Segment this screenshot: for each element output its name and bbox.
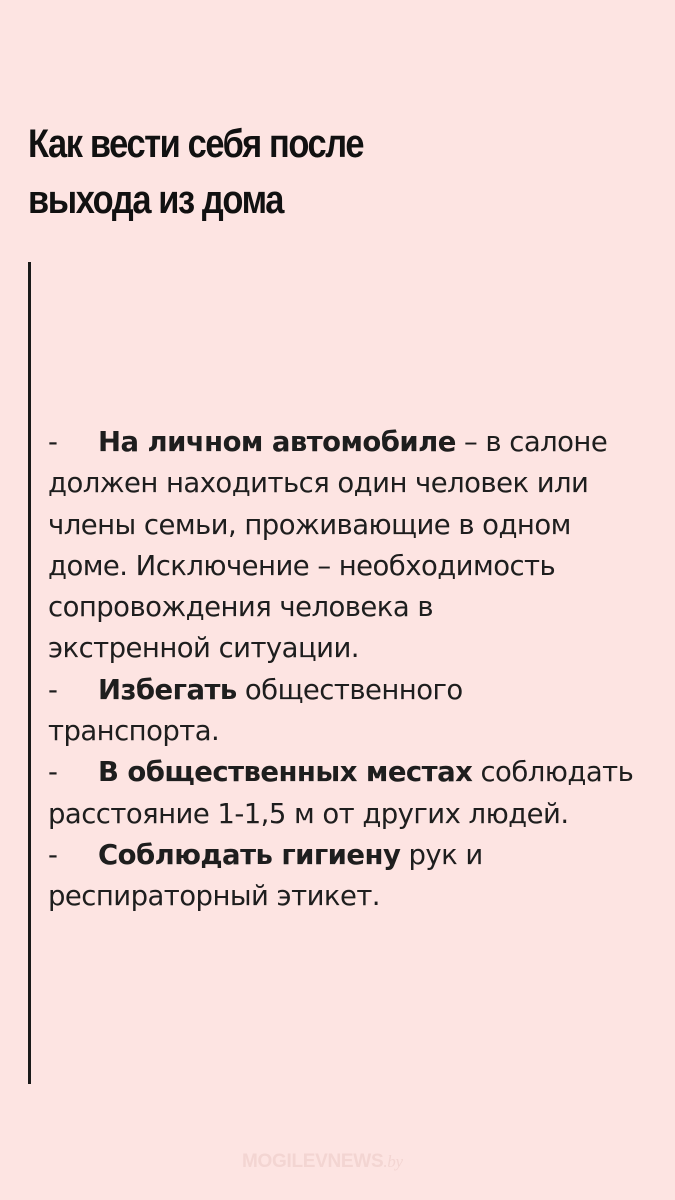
list-item-text: должен находиться один человек или [48, 467, 589, 500]
list-item-transport [48, 670, 653, 753]
list-item-heading: Избегать [98, 673, 237, 706]
list-item-car [48, 422, 653, 670]
list-item-text: общественного [236, 673, 463, 706]
list-item-text: транспорта. [48, 715, 220, 748]
list-item-heading: В общественных местах [98, 756, 473, 789]
list-item-first-line [48, 670, 653, 711]
list-item-text: сопровождения человека в [48, 591, 433, 624]
title-line-1: Как вести себя после [28, 122, 364, 166]
list-item-text: расстояние 1-1,5 м от других людей. [48, 797, 569, 830]
list-item-public-places [48, 752, 653, 835]
list-item-text: рук и [400, 838, 483, 871]
list-item-first-line [48, 835, 653, 876]
page-title [28, 116, 561, 228]
title-line-2: выхода из дома [28, 178, 283, 222]
watermark-logo [242, 1151, 403, 1173]
list-dash: - [48, 426, 58, 458]
list-item-first-line [48, 422, 653, 463]
vertical-accent-bar [28, 262, 31, 1084]
list-item-heading: Соблюдать гигиену [98, 838, 401, 871]
list-dash: - [48, 756, 58, 789]
list-item-hygiene [48, 835, 653, 918]
list-item-text: соблюдать [472, 756, 634, 789]
list-item-text: респираторный этикет. [48, 880, 380, 913]
guidelines-list [48, 422, 653, 918]
list-item-heading: На личном автомобиле [98, 426, 456, 458]
list-item-text: – в салоне [455, 426, 608, 458]
list-item-first-line [48, 752, 653, 793]
watermark-brand: MOGILEVNEWS [242, 1151, 384, 1172]
list-item-text: экстренной ситуации. [48, 632, 359, 665]
list-dash: - [48, 838, 58, 871]
list-item-text: доме. Исключение – необходимость [48, 549, 556, 582]
list-dash: - [48, 673, 58, 706]
watermark-domain: .by [383, 1152, 403, 1171]
list-item-text: члены семьи, проживающие в одном [48, 508, 571, 541]
